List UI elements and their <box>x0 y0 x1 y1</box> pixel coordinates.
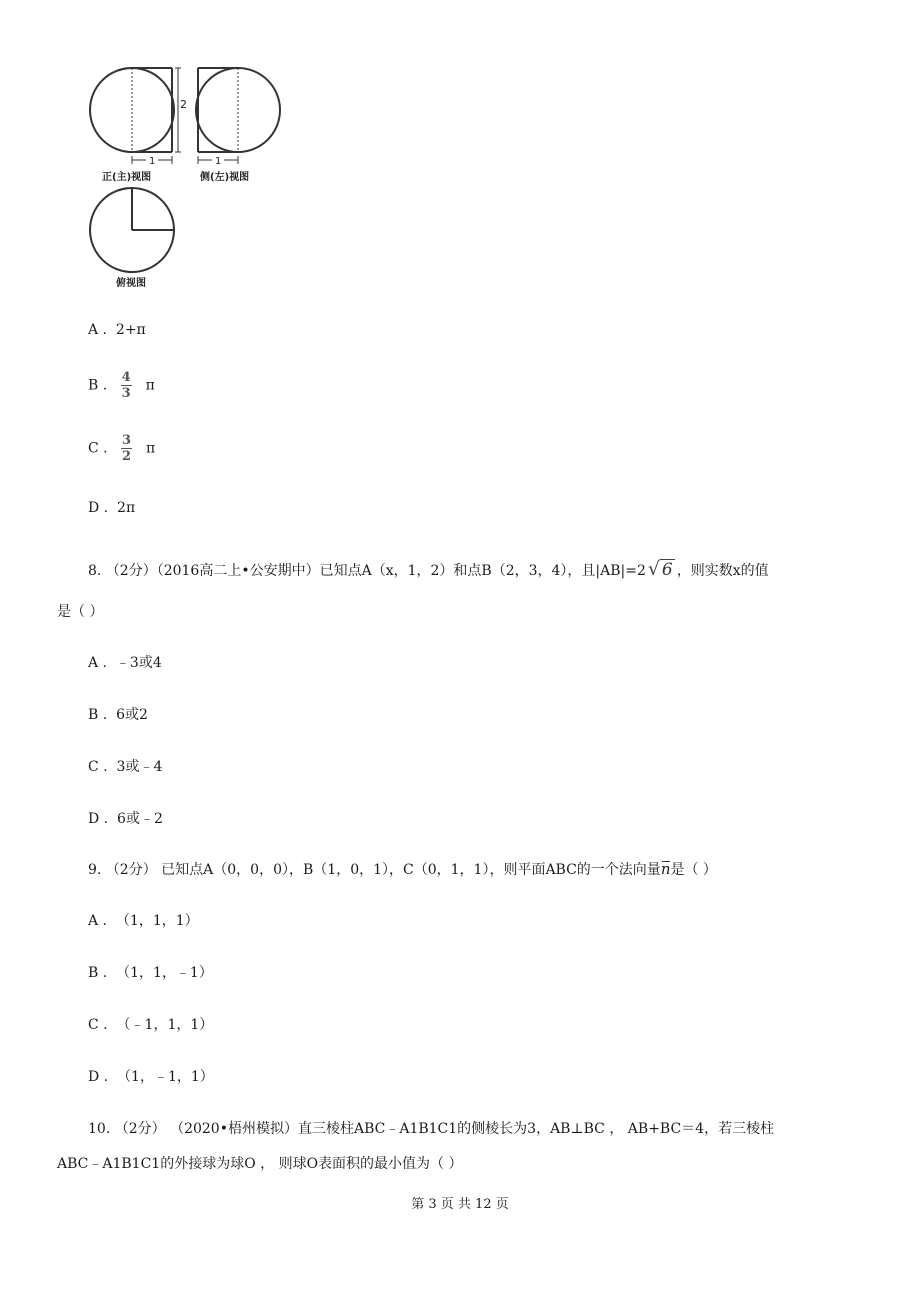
q9-option-a[interactable]: A . （1，1，1） <box>88 913 199 929</box>
q9-option-c[interactable]: C . （﹣1，1，1） <box>88 1017 214 1033</box>
top-view <box>90 188 174 272</box>
page-footer: 第 3 页 共 12 页 <box>411 1197 509 1212</box>
q8-option-a[interactable]: A . ﹣3或4 <box>88 655 162 671</box>
q8-option-b[interactable]: B . 6或2 <box>88 707 148 723</box>
front-view <box>90 68 174 152</box>
side-view <box>196 68 280 152</box>
q8-stem-line1: 8. （2分）（2016高二上•公安期中）已知点A（x，1，2）和点B（2，3，4），且|AB|=2√ 6 ，则实数x的值 <box>88 560 769 580</box>
q8-option-d[interactable]: D . 6或﹣2 <box>88 811 163 827</box>
q7-option-a[interactable]: A . 2+π <box>88 322 146 338</box>
q7-option-d[interactable]: D . 2π <box>88 500 136 516</box>
q8-stem-line2: 是（ ） <box>57 604 104 620</box>
dim-width-side-label: 1 <box>215 156 222 167</box>
normal-vector-n: n <box>660 860 671 878</box>
side-view-label: 侧(左)视图 <box>200 172 250 183</box>
fraction: $\frac{4}{3}$ <box>121 370 131 401</box>
q7-option-c[interactable]: C . $\frac{3}{2}$ π <box>88 433 156 464</box>
q9-option-d[interactable]: D . （1，﹣1，1） <box>88 1069 214 1085</box>
dim-height-label: 2 <box>180 98 187 111</box>
dim-width-front-label: 1 <box>149 156 156 167</box>
front-view-label: 正(主)视图 <box>102 172 152 183</box>
q8-option-c[interactable]: C . 3或﹣4 <box>88 759 163 775</box>
fraction: $\frac{3}{2}$ <box>121 433 132 464</box>
three-view-figure <box>80 60 300 290</box>
q10-stem-line1: 10. （2分） （2020•梧州模拟）直三棱柱ABC﹣A1B1C1的侧棱长为3，AB⊥BC ， AB+BC＝4，若三棱柱 <box>88 1121 775 1137</box>
sqrt-six: √ 6 <box>648 560 675 580</box>
q10-stem-line2: ABC﹣A1B1C1的外接球为球O ， 则球O表面积的最小值为（ ） <box>57 1156 463 1172</box>
top-view-label: 俯视图 <box>116 278 146 289</box>
q9-stem: 9. （2分） 已知点A（0，0，0），B（1，0，1），C（0，1，1），则平面ABC的一个法向量n是（ ） <box>88 860 717 878</box>
q9-option-b[interactable]: B . （1，1，﹣1） <box>88 965 213 981</box>
q7-option-b[interactable]: B . $\frac{4}{3}$ π <box>88 370 155 401</box>
